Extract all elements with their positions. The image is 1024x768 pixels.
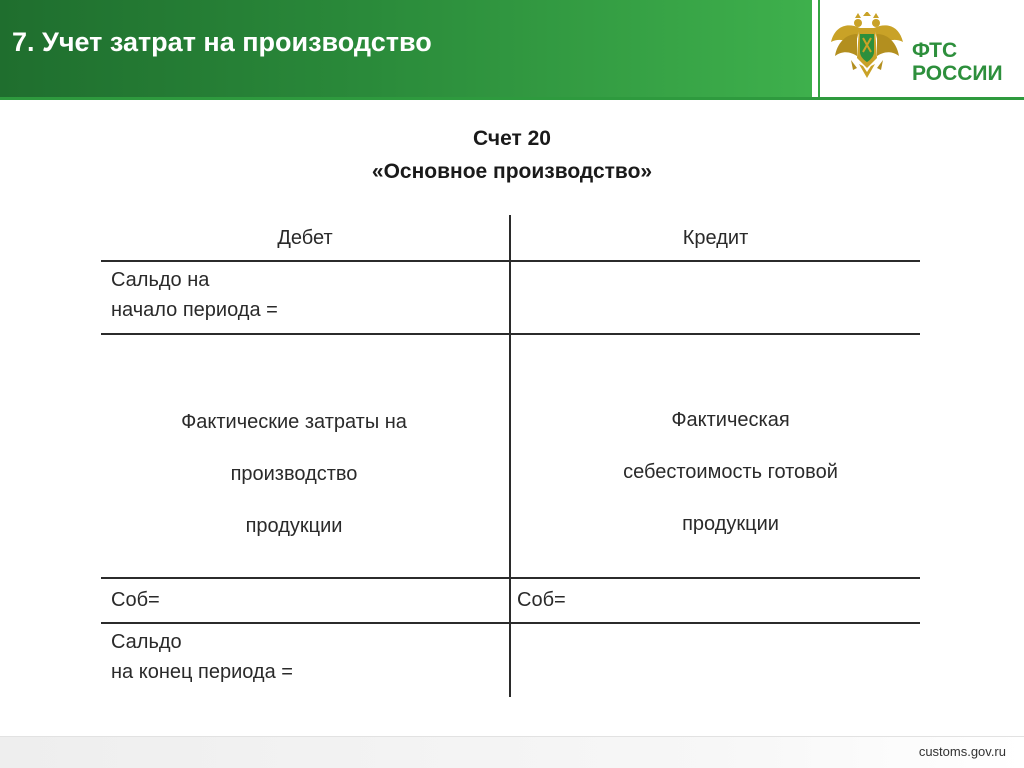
agency-logo-text	[912, 39, 1003, 85]
slide-title: 7. Учет затрат на производство	[12, 27, 432, 57]
account-number: Счет 20	[473, 127, 551, 150]
credit-turnover: Соб=	[517, 589, 566, 611]
credit-body	[511, 394, 950, 550]
debit-body-line-3: продукции	[245, 515, 343, 537]
debit-body-line-1: Фактические затраты на	[181, 411, 407, 433]
closing-balance-line-2: на конец периода =	[111, 661, 293, 683]
debit-turnover: Соб=	[111, 589, 160, 611]
header-divider	[0, 97, 1024, 100]
logo-line-2: РОССИИ	[912, 62, 1003, 85]
credit-body-line-3: продукции	[682, 513, 779, 535]
debit-header: Дебет	[277, 227, 333, 249]
opening-balance-line-2: начало периода =	[111, 299, 278, 321]
t-account-header-line	[101, 260, 920, 262]
footer-band	[0, 736, 1024, 768]
debit-body	[101, 396, 487, 552]
opening-balance	[111, 265, 278, 325]
logo-separator	[818, 0, 820, 97]
credit-body-line-2: себестоимость готовой	[623, 461, 838, 483]
credit-body-line-1: Фактическая	[671, 409, 790, 431]
opening-balance-line-1: Сальдо на	[111, 269, 210, 291]
credit-header: Кредит	[682, 227, 749, 249]
logo-line-1: ФТС	[912, 39, 958, 62]
opening-balance-line	[101, 333, 920, 335]
closing-balance	[111, 627, 293, 687]
turnover-bottom-line	[101, 622, 920, 624]
account-title	[300, 122, 724, 188]
footer-url: customs.gov.ru	[918, 744, 1006, 759]
debit-body-line-2: производство	[230, 463, 358, 485]
account-name: «Основное производство»	[371, 160, 653, 183]
double-headed-eagle-emblem-icon	[829, 12, 905, 86]
closing-balance-line-1: Сальдо	[111, 631, 182, 653]
turnover-top-line	[101, 577, 920, 579]
